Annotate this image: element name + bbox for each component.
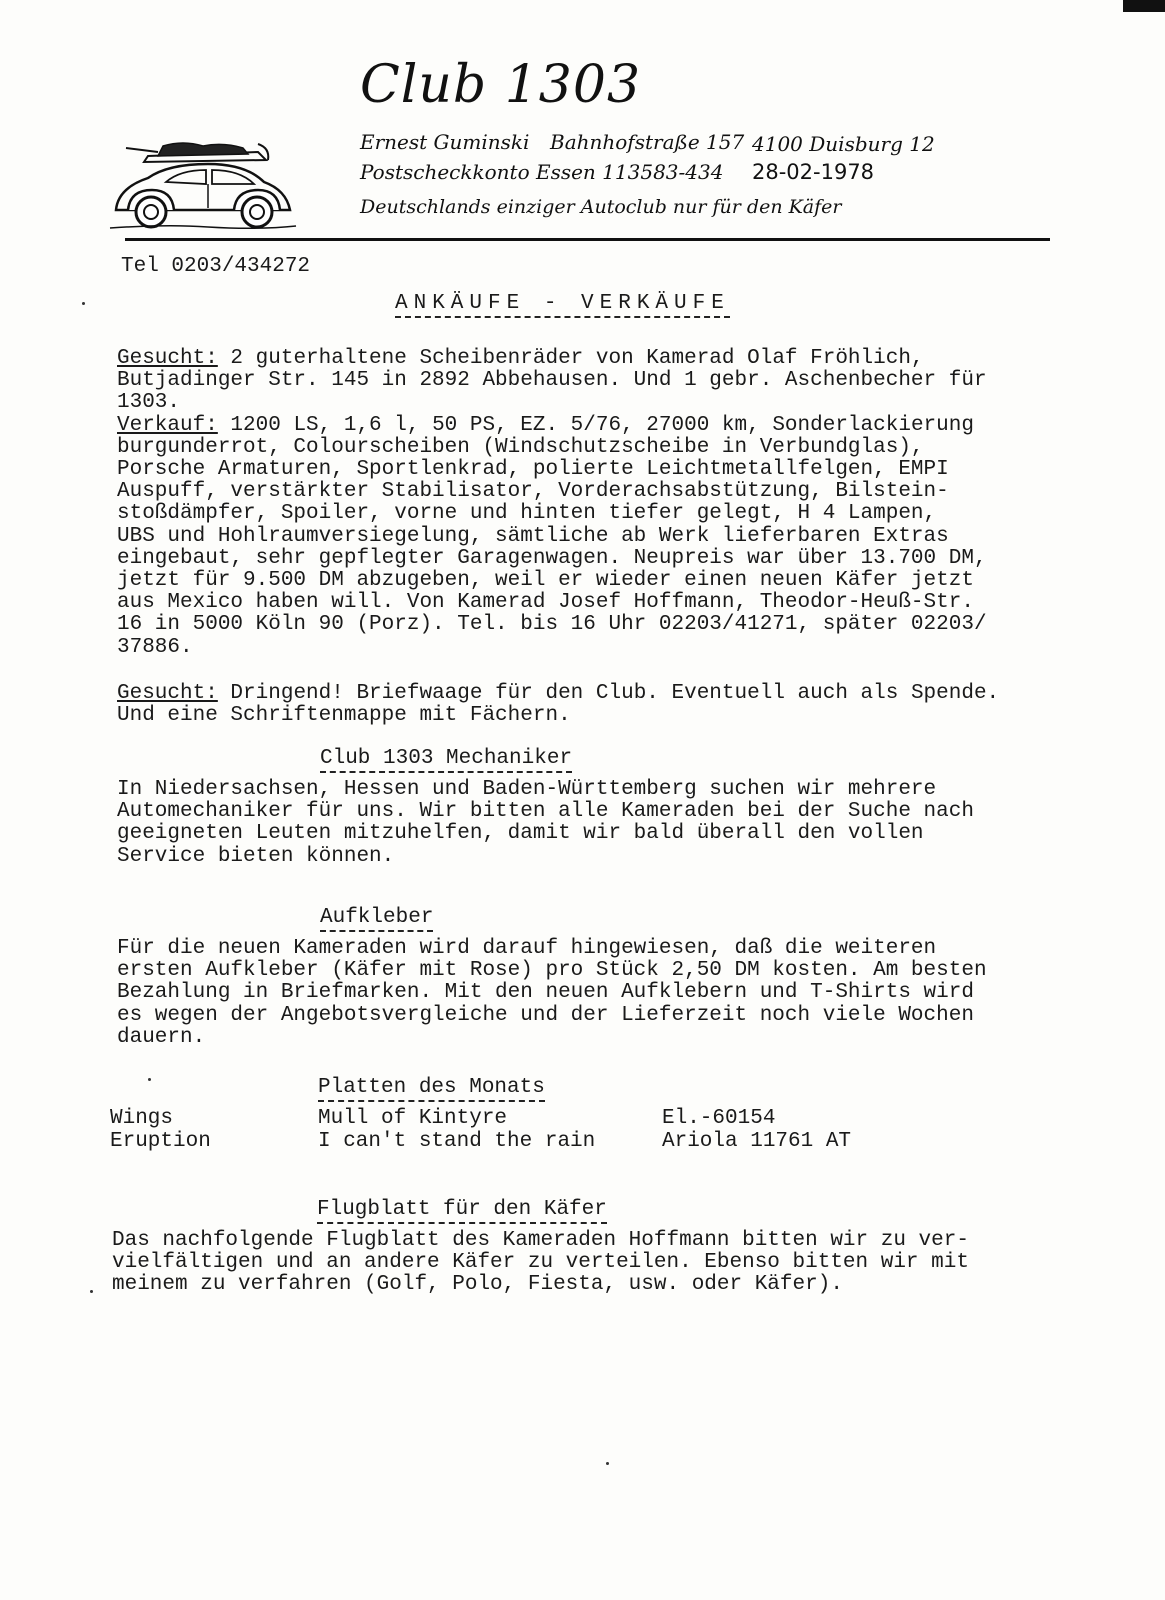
gesucht-2-text: Dringend! Briefwaage für den Club. Eventuell auch als Spende. Und eine Schriftenmappe mit Fächern. bbox=[117, 682, 1000, 728]
record-catalog: Ariola 11761 AT bbox=[662, 1130, 852, 1153]
mechaniker-text: In Niedersachsen, Hessen und Baden-Württemberg suchen wir mehrere Automechaniker für uns. Wir bitten alle Kameraden bei der Suche nach geeigneten Leuten mitzuhelfen, damit wir bald überall den vollen Service bieten können. bbox=[117, 778, 974, 868]
record-artist: Wings bbox=[110, 1107, 174, 1130]
verkauf-text: 1200 LS, 1,6 l, 50 PS, EZ. 5/76, 27000 km, Sonderlackierung burgunderrot, Colourscheiben (Windschutzscheibe in Verbundglas), Porsche Armaturen, Sportlenkrad, polierte Leichtmetallfelgen, EMPI Auspuff, verstärkter Stabilisator, Vorderachsabstützung, Bilstein- stoßdämpfer, Spoiler, vorne und hinten tiefer gelegt, H 4 Lampen, UBS und Hohlraumversiegelung, sämtliche ab Werk lieferbaren Extras eingebaut, sehr gepflegter Garagenwagen. Neupreis war über 13.700 DM, jetzt für 9.500 DM abzugeben, weil er wieder einen neuen Käfer jetzt aus Mexico haben will. Von Kamerad Josef Hoffmann, Theodor-Heuß-Str. 16 in 5000 Köln 90 (Porz). Tel. bis 16 Uhr 02203/41271, später 02203/ 37886. bbox=[117, 413, 987, 659]
gesucht-2-label: Gesucht: bbox=[117, 682, 218, 705]
gesucht-text: 2 guterhaltene Scheibenräder von Kamerad Olaf Fröhlich, Butjadinger Str. 145 in 2892 Abbehausen. Und 1 gebr. Aschenbecher für 1303. bbox=[117, 347, 987, 415]
gesucht-label: Gesucht: bbox=[117, 347, 218, 370]
letterhead-date: 28-02-1978 bbox=[752, 160, 875, 184]
letterhead-street: Bahnhofstraße 157 bbox=[550, 130, 745, 154]
verkauf-label: Verkauf: bbox=[117, 413, 218, 437]
letterhead-slogan: Deutschlands einziger Autoclub nur für den Käfer bbox=[360, 196, 842, 218]
flugblatt-text: Das nachfolgende Flugblatt des Kameraden Hoffmann bitten wir zu ver- vielfältigen und an andere Käfer zu verteilen. Ebenso bitten wir mit meinem zu verfahren (Golf, Polo, Fiesta, usw. oder Käfer). bbox=[112, 1229, 969, 1297]
beetle-car-icon bbox=[108, 138, 298, 233]
gesucht-2-block bbox=[117, 683, 1087, 727]
mechaniker-heading: Club 1303 Mechaniker bbox=[320, 747, 572, 773]
letterhead-rule bbox=[125, 238, 1050, 241]
letterhead-konto: Postscheckkonto Essen 113583-434 bbox=[360, 160, 724, 184]
scan-speck bbox=[90, 1290, 93, 1293]
ads-block bbox=[117, 348, 1087, 659]
record-title: Mull of Kintyre bbox=[318, 1107, 508, 1130]
record-title: I can't stand the rain bbox=[318, 1130, 596, 1153]
main-heading: ANKÄUFE - VERKÄUFE bbox=[395, 292, 730, 318]
record-catalog: El.-60154 bbox=[662, 1107, 776, 1130]
aufkleber-text: Für die neuen Kameraden wird darauf hingewiesen, daß die weiteren ersten Aufkleber (Käfer mit Rose) pro Stück 2,50 DM kosten. Am besten Bezahlung in Briefmarken. Mit den neuen Aufklebern und T-Shirts wird es wegen der Angebotsvergleiche und der Lieferzeit noch viele Wochen dauern. bbox=[117, 937, 987, 1049]
scan-speck bbox=[606, 1462, 609, 1465]
telephone: Tel 0203/434272 bbox=[121, 255, 311, 278]
scan-speck bbox=[148, 1078, 151, 1081]
platten-heading: Platten des Monats bbox=[318, 1076, 545, 1102]
flugblatt-heading: Flugblatt für den Käfer bbox=[317, 1198, 607, 1224]
club-title: Club 1303 bbox=[360, 55, 642, 115]
letterhead-name: Ernest Guminski bbox=[360, 130, 530, 154]
letterhead-city: 4100 Duisburg 12 bbox=[752, 132, 935, 156]
aufkleber-heading: Aufkleber bbox=[320, 906, 433, 932]
scan-speck bbox=[82, 302, 85, 305]
corner-mark bbox=[1123, 0, 1165, 12]
record-artist: Eruption bbox=[110, 1130, 211, 1153]
